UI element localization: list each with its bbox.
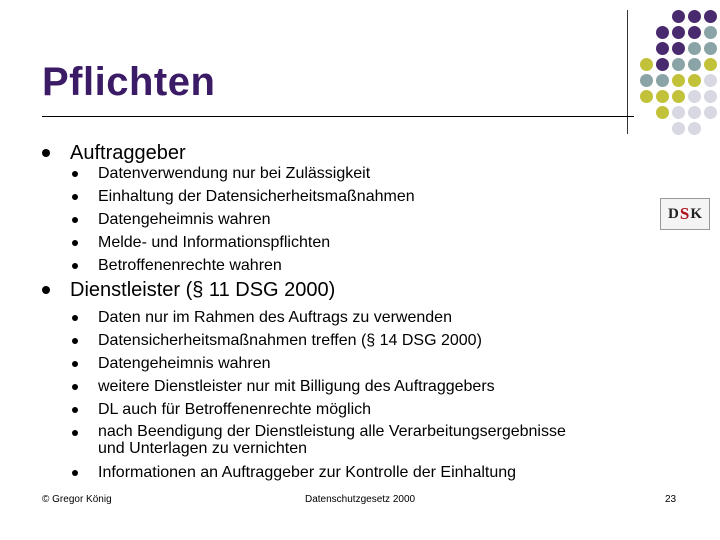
decor-dot	[672, 74, 685, 87]
decor-dot	[672, 26, 685, 39]
decor-dot	[688, 90, 701, 103]
list-item: weitere Dienstleister nur mit Billigung des Auftraggebers	[98, 378, 495, 395]
list-item: Betroffenenrechte wahren	[98, 257, 282, 274]
section-heading-dienstleister: Dienstleister (§ 11 DSG 2000)	[70, 279, 336, 301]
bullet-level2	[72, 240, 78, 246]
decor-dot	[704, 90, 717, 103]
decor-dot	[704, 58, 717, 71]
section-heading-auftraggeber: Auftraggeber	[70, 142, 186, 164]
bullet-level2	[72, 361, 78, 367]
footer-author: © Gregor König	[42, 494, 112, 505]
decor-dot	[656, 106, 669, 119]
decor-dot	[672, 42, 685, 55]
decor-dot	[704, 26, 717, 39]
decor-dot	[672, 58, 685, 71]
list-item: Datenverwendung nur bei Zulässigkeit	[98, 165, 371, 182]
decor-dot	[704, 10, 717, 23]
decor-dot	[688, 74, 701, 87]
list-item: nach Beendigung der Dienstleistung alle Verarbeitungsergebnisse	[98, 423, 566, 440]
list-item: Einhaltung der Datensicherheitsmaßnahmen	[98, 188, 415, 205]
decor-dot	[656, 26, 669, 39]
bullet-level1	[42, 149, 50, 157]
list-item: Datengeheimnis wahren	[98, 211, 271, 228]
bullet-level2	[72, 384, 78, 390]
logo-letter-s: S	[679, 204, 690, 223]
decor-dot	[656, 58, 669, 71]
list-item: DL auch für Betroffenenrechte möglich	[98, 401, 372, 418]
decor-dot	[704, 74, 717, 87]
decor-dot	[688, 26, 701, 39]
list-item: Informationen an Auftraggeber zur Kontrolle der Einhaltung	[98, 464, 517, 481]
decor-dot	[688, 10, 701, 23]
decor-dot	[656, 42, 669, 55]
bullet-level1	[42, 286, 50, 294]
decor-dot	[688, 58, 701, 71]
slide-title: Pflichten	[42, 60, 216, 104]
decor-dot	[640, 58, 653, 71]
logo-letter-d: D	[668, 205, 679, 222]
list-item: Datengeheimnis wahren	[98, 355, 271, 372]
decor-dot	[640, 74, 653, 87]
bullet-level2	[72, 338, 78, 344]
decor-dot	[688, 42, 701, 55]
bullet-level2	[72, 171, 78, 177]
bullet-level2	[72, 217, 78, 223]
bullet-level2	[72, 470, 78, 476]
decor-dot	[672, 122, 685, 135]
bullet-level2	[72, 194, 78, 200]
list-item-continuation: und Unterlagen zu vernichten	[98, 440, 308, 457]
title-divider	[42, 116, 634, 117]
footer-title: Datenschutzgesetz 2000	[305, 494, 416, 505]
decor-dot	[672, 90, 685, 103]
decor-dot	[688, 106, 701, 119]
decor-dot	[656, 90, 669, 103]
bullet-level2	[72, 430, 78, 436]
logo-letter-k: K	[690, 205, 702, 222]
decor-dot	[704, 106, 717, 119]
footer-page-number: 23	[665, 494, 677, 505]
bullet-level2	[72, 315, 78, 321]
decor-dot	[704, 42, 717, 55]
decor-dot	[672, 10, 685, 23]
decor-dot	[640, 90, 653, 103]
decor-dot	[672, 106, 685, 119]
list-item: Melde- und Informationspflichten	[98, 234, 331, 251]
bullet-level2	[72, 407, 78, 413]
list-item: Datensicherheitsmaßnahmen treffen (§ 14 DSG 2000)	[98, 332, 482, 349]
decor-dot	[656, 74, 669, 87]
bullet-level2	[72, 263, 78, 269]
decor-dot	[688, 122, 701, 135]
list-item: Daten nur im Rahmen des Auftrags zu verwenden	[98, 309, 452, 326]
